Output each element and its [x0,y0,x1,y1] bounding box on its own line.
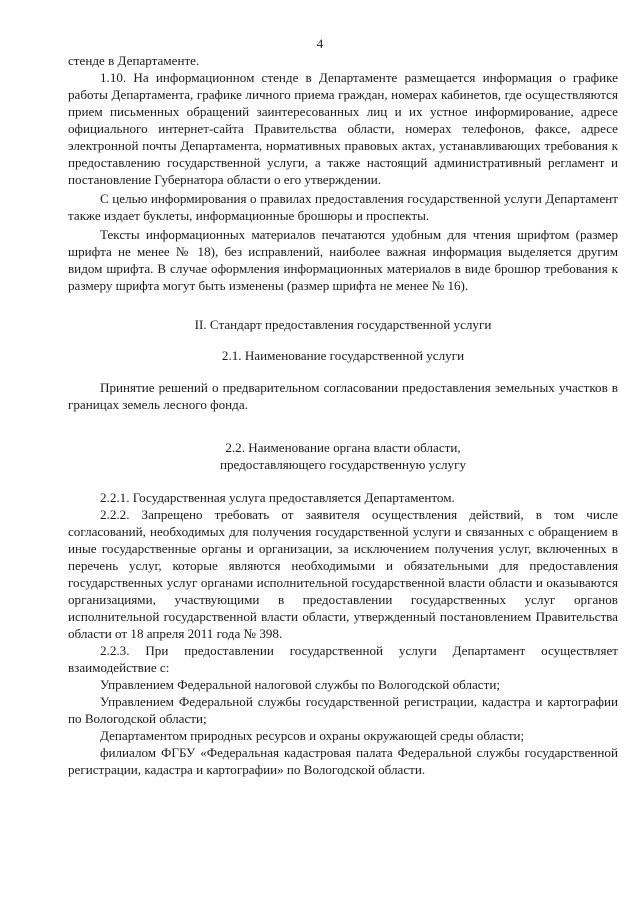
paragraph-informing: С целью информирования о правилах предоставления государственной услуги Департамент также издает буклеты, информационные брошюры и проспекты. [68,191,618,223]
list-item-natural-resources-dept: Департаментом природных ресурсов и охраны окружающей среды области; [100,728,525,743]
paragraph-font-requirements: Тексты информационных материалов печатаются удобным для чтения шрифтом (размер шрифта не менее № 18), без исправлений, наиболее важная информация выделяется другим видом шрифта. В случае оформления информационных материалов в виде брошюр требования к размеру шрифта могут быть изменены (размер шрифта не менее № 16). [68,227,618,293]
subsection-2-2-title-line1: 2.2. Наименование органа власти области, [225,440,461,455]
section-title: II. Стандарт предоставления государственной услуги [194,317,492,332]
list-item-tax-service: Управлением Федеральной налоговой службы по Вологодской области; [100,677,500,692]
paragraph-continuation: стенде в Департаменте. [68,53,200,68]
list-item-registration-service: Управлением Федеральной службы государственной регистрации, кадастра и картографии по Вологодской области; [68,694,618,726]
subsection-2-1-title: 2.1. Наименование государственной услуги [221,348,465,363]
list-item-cadastral-chamber: филиалом ФГБУ «Федеральная кадастровая палата Федеральной службы государственной регистрации, кадастра и картографии» по Вологодской области. [68,745,618,777]
subsection-2-2-title-line2: предоставляющего государственную услугу [219,457,467,472]
subsection-2-1-text: Принятие решений о предварительном согласовании предоставления земельных участков в границах земель лесного фонда. [68,380,618,412]
paragraph-2-2-2: 2.2.2. Запрещено требовать от заявителя осуществления действий, в том числе согласований, необходимых для получения государственной услуги и связанных с обращением в иные государственные органы и организации, за исключением получения услуг, включенных в перечень услуг, которые являются необходимыми и обязательными для предоставления государственных услуг органами исполнительной государственной власти области и оказываются организациями, участвующими в предоставлении государственных услуг органов исполнительной государственной власти области, утвержденный постановлением Правительства области от 18 апреля 2011 года № 398. [68,507,618,641]
document-body [68,52,618,778]
paragraph-2-2-1: 2.2.1. Государственная услуга предоставляется Департаментом. [100,490,455,505]
page-number: 4 [316,36,324,51]
subsection-2-2-title [68,439,618,473]
paragraph-1-10: 1.10. На информационном стенде в Департаменте размещается информация о графике работы Департамента, графике личного приема граждан, номерах кабинетов, где осуществляются прием письменных обращений заинтересованных лиц и их устное информирование, адресе официального интернет-сайта Правительства области, номерах телефонов, факсе, адресе электронной почты Департамента, нормативных правовых актах, устанавливающих требования к предоставлению государственной услуги, а также настоящий административный регламент и постановление Губернатора области о его утверждении. [68,70,618,187]
paragraph-2-2-3: 2.2.3. При предоставлении государственной услуги Департамент осуществляет взаимодействие с: [68,643,618,675]
